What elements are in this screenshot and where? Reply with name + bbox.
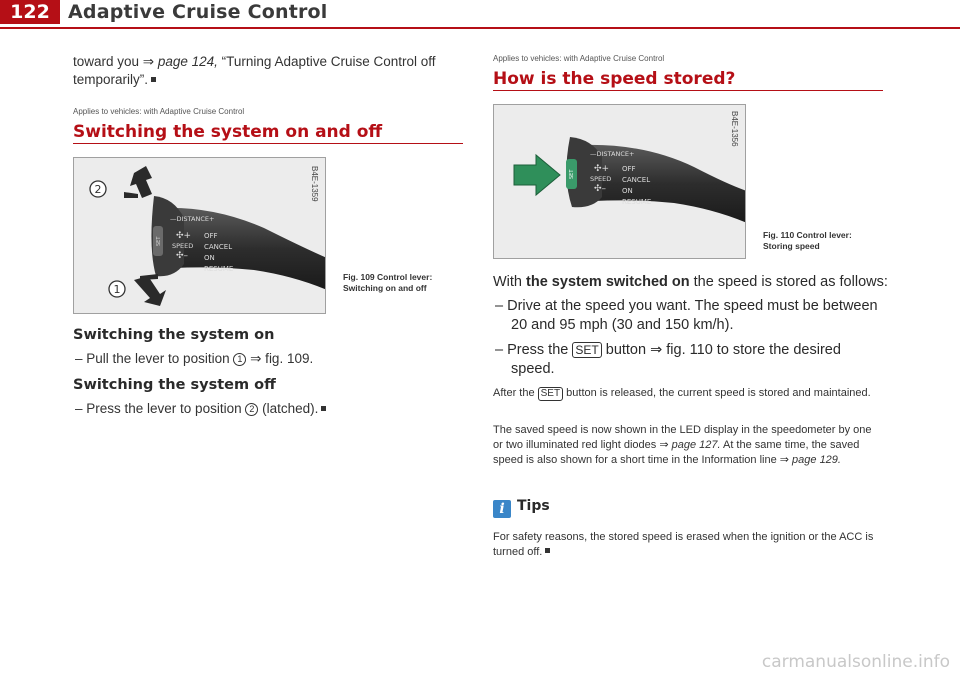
figure-109-caption: Fig. 109 Control lever: Switching on and off — [343, 272, 433, 293]
watermark: carmanualsonline.info — [761, 652, 950, 672]
intro-paragraph — [73, 53, 453, 88]
press-arrow-icon — [514, 155, 560, 195]
speed-label: SPEED — [172, 242, 194, 250]
svg-text:✣+: ✣+ — [176, 231, 192, 241]
svg-text:1: 1 — [113, 283, 121, 296]
subheading-switch-on: Switching the system on — [73, 327, 275, 343]
step-switch-on: – Pull the lever to position 1 ⇒ fig. 109. — [75, 351, 314, 366]
control-lever-illustration — [74, 158, 326, 314]
figure-code: B4E-1356 — [730, 111, 739, 147]
applies-to-note: Applies to vehicles: with Adaptive Cruise Control — [73, 107, 245, 116]
tips-heading — [493, 498, 550, 518]
control-lever-illustration — [494, 105, 746, 259]
page-number: 122 — [0, 0, 60, 24]
end-mark — [151, 77, 156, 82]
subheading-switch-off: Switching the system off — [73, 377, 276, 393]
intro-arrow: ⇒ — [142, 54, 155, 70]
section-title-switching: Switching the system on and off — [73, 122, 383, 142]
step-switch-off: – Press the lever to position 2 (latched). — [75, 400, 455, 417]
resume-label: RESUME — [622, 198, 652, 206]
note-led-display: The saved speed is now shown in the LED display in the speedometer by one or two illuminated red light diodes ⇒ page 127. At the same time, the saved speed is also shown for a short time in the Information line ⇒ page 129. — [493, 424, 872, 466]
svg-text:✣–: ✣– — [594, 184, 607, 194]
intro-page-link[interactable]: page 124, — [154, 54, 218, 69]
section-title-speed-stored: How is the speed stored? — [493, 69, 736, 89]
header-rule — [0, 27, 960, 29]
distance-label: —DISTANCE+ — [170, 215, 215, 223]
intro-text-2: “Turning Adaptive Cruise Control off temporarily”. — [73, 54, 436, 87]
speed-label: SPEED — [590, 175, 612, 183]
lead-paragraph: With the system switched on the speed is stored as follows: — [493, 274, 888, 290]
svg-text:✣–: ✣– — [176, 251, 189, 261]
chapter-title: Adaptive Cruise Control — [68, 1, 328, 23]
set-label: SET — [156, 236, 162, 246]
set-key-badge: SET — [572, 342, 601, 358]
position-1-badge: 1 — [233, 353, 246, 366]
figure-109 — [73, 157, 326, 314]
set-key-badge: SET — [538, 387, 563, 401]
off-label: OFF — [622, 165, 636, 173]
resume-label: RESUME — [204, 265, 234, 273]
set-label: SET — [569, 169, 575, 179]
end-mark — [545, 548, 550, 553]
section-rule — [73, 143, 463, 144]
end-mark — [321, 406, 326, 411]
section-rule — [493, 90, 883, 91]
note-set-released: After the SET button is released, the current speed is stored and maintained. — [493, 387, 871, 399]
tips-text: For safety reasons, the stored speed is erased when the ignition or the ACC is turned off. — [493, 531, 874, 558]
pull-arrow-icon — [130, 166, 152, 198]
cancel-label: CANCEL — [622, 176, 651, 184]
page-129-link[interactable]: ⇒ page 129. — [779, 454, 841, 466]
figure-110 — [493, 104, 746, 259]
fig-110-link[interactable]: button ⇒ fig. 110 to store the desired — [605, 342, 841, 358]
position-2-badge: 2 — [245, 403, 258, 416]
off-label: OFF — [204, 232, 218, 240]
push-arrow-icon — [134, 276, 166, 306]
page-127-link[interactable]: ⇒ page 127. — [659, 439, 721, 451]
on-label: ON — [622, 187, 633, 195]
fig-109-link[interactable]: ⇒ fig. 109. — [250, 351, 314, 366]
svg-text:✣+: ✣+ — [594, 164, 610, 174]
cancel-label: CANCEL — [204, 243, 233, 251]
figure-code: B4E-1359 — [310, 166, 319, 202]
step-drive-speed: – Drive at the speed you want. The speed must be between 20 and 95 mph (30 and 150 km/h). — [495, 298, 878, 333]
figure-110-caption: Fig. 110 Control lever: Storing speed — [763, 230, 852, 251]
intro-text: toward you — [73, 54, 143, 69]
tips-title: Tips — [517, 498, 550, 514]
step-press-set: – Press the SET button ⇒ fig. 110 to store the desired speed. — [495, 342, 841, 377]
applies-to-note: Applies to vehicles: with Adaptive Cruise Control — [493, 54, 665, 63]
svg-text:2: 2 — [94, 183, 102, 196]
on-label: ON — [204, 254, 215, 262]
distance-label: —DISTANCE+ — [590, 150, 635, 158]
info-icon: i — [493, 500, 511, 518]
page-header — [0, 0, 960, 32]
